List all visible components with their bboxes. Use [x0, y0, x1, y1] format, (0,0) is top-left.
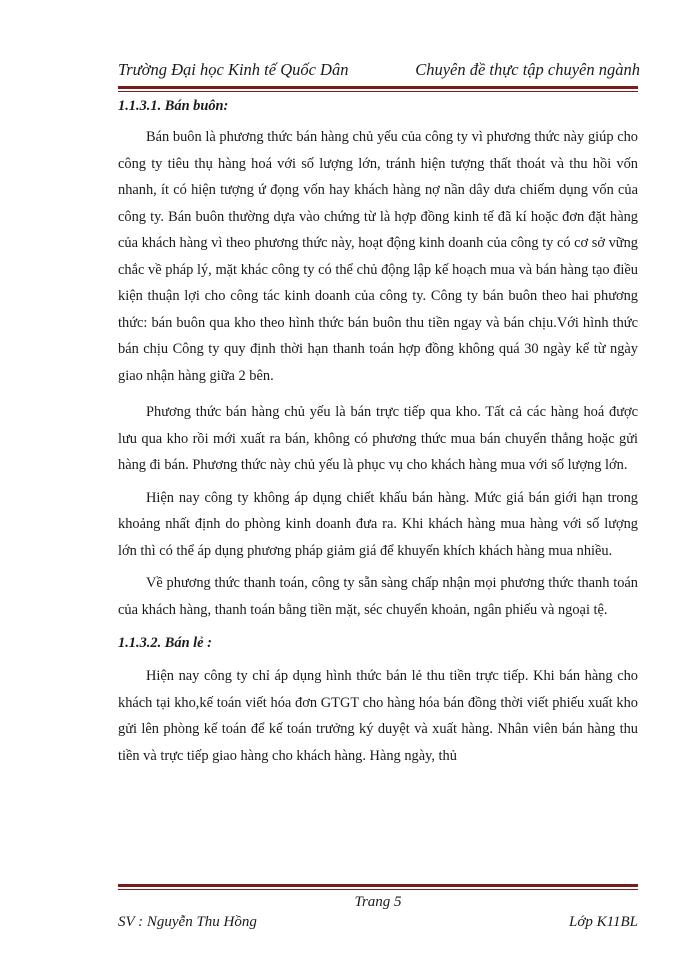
- header-university: Trường Đại học Kinh tế Quốc Dân: [118, 60, 349, 79]
- footer-student: SV : Nguyễn Thu Hồng: [118, 914, 257, 930]
- header-rule-thin: [118, 91, 638, 92]
- footer-class: Lớp K11BL: [569, 914, 638, 930]
- paragraph-ban-truc-tiep: Phương thức bán hàng chủ yếu là bán trực tiếp qua kho. Tất cả các hàng hoá được lưu qua kho rồi mới xuất ra bán, không có phương thức mua bán chuyển thẳng hoặc gửi hàng đi bán. Phương thức này chủ yếu là phục vụ cho khách hàng mua với số lượng lớn.: [118, 404, 638, 473]
- page-body: [118, 96, 638, 779]
- header-report-title: Chuyên đề thực tập chuyên ngành: [415, 60, 640, 79]
- footer-rule-thin: [118, 889, 638, 890]
- section-title-ban-buon: 1.1.3.1. Bán buôn:: [118, 98, 229, 114]
- paragraph-ban-buon-intro: Bán buôn là phương thức bán hàng chủ yếu của công ty vì phương thức này giúp cho công ty tiêu thụ hàng hoá với số lượng lớn, tránh hiện tượng thất thoát và thu hồi vốn nhanh, ít có hiện tượng ứ đọng vốn hay khách hàng nợ nần dây dưa chiếm dụng vốn của công ty. Bán buôn thường dựa vào chứng từ là hợp đồng kinh tế đã kí hoặc đơn đặt hàng của khách hàng vì theo phương thức này, hoạt động kinh doanh của công ty có cơ sở vững chắc về pháp lý, mặt khác công ty có thể chủ động lập kế hoạch mua và bán hàng tạo điều kiện thuận lợi cho công tác kinh doanh của công ty. Công ty bán buôn theo hai phương thức: bán buôn qua kho theo hình thức bán buôn thu tiền ngay và bán chịu.Với hình thức bán chịu Công ty quy định thời hạn thanh toán hợp đồng không quá 30 ngày kể từ ngày giao nhận hàng giữa 2 bên.: [118, 129, 638, 384]
- section-title-ban-le: 1.1.3.2. Bán lẻ :: [118, 635, 212, 651]
- page-number: Trang 5: [354, 894, 402, 910]
- paragraph-thanh-toan: Về phương thức thanh toán, công ty sẵn sàng chấp nhận mọi phương thức thanh toán của khách hàng, thanh toán bằng tiền mặt, séc chuyển khoản, ngân phiếu và ngoại tệ.: [118, 575, 638, 618]
- page-header: [118, 60, 640, 86]
- header-rule-thick: [118, 86, 638, 89]
- footer-rule-thick: [118, 884, 638, 887]
- paragraph-ban-le: Hiện nay công ty chỉ áp dụng hình thức bán lẻ thu tiền trực tiếp. Khi bán hàng cho khách tại kho,kế toán viết hóa đơn GTGT cho hàng hóa bán đồng thời viết phiếu xuất kho gửi lên phòng kế toán để kế toán trưởng ký duyệt và xuất hàng. Nhân viên bán hàng thu tiền và trực tiếp giao hàng cho khách hàng. Hàng ngày, thủ: [118, 668, 638, 764]
- paragraph-chiet-khau: Hiện nay công ty không áp dụng chiết khấu bán hàng. Mức giá bán giới hạn trong khoảng nhất định do phòng kinh doanh đưa ra. Khi khách hàng mua hàng với số lượng lớn thì có thể áp dụng phương pháp giảm giá để khuyến khích khách hàng mua nhiều.: [118, 489, 638, 559]
